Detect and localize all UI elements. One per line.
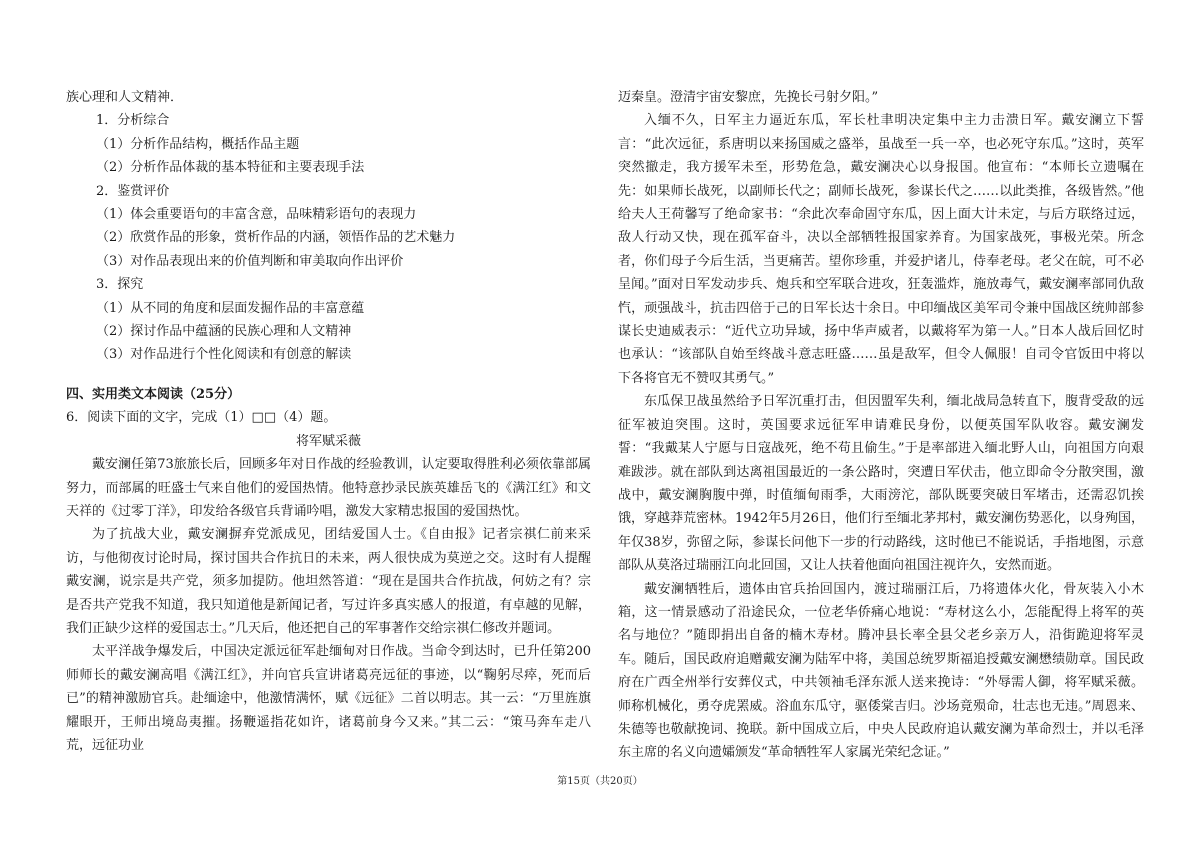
outline-subitem: （3）对作品进行个性化阅读和有创意的解读 [96,347,352,363]
left-column [66,86,591,757]
continued-text: 族心理和人文精神． [66,90,184,105]
article-paragraph: 太平洋战争爆发后，中国决定派远征军赴缅甸对日作战。当命令到达时，已升任第200师师长的戴安澜高唱《满江红》，并向官兵宣讲诸葛亮远征的事迹，以“鞠躬尽瘁，死而后已”的精神激励官兵。赴缅途中，他激情满怀，赋《远征》二首以明志。其一云：“万里旌旗耀眼开，王师出境岛夷摧。扬鞭遥指花如许，诸葛前身今又来。”其二云：“策马奔车走八荒，远征功业 [66,644,591,753]
outline-item: 3．探究 [96,277,144,293]
article-paragraph: 东瓜保卫战虽然给予日军沉重打击，但因盟军失利，缅北战局急转直下，腹背受敌的远征军被迫突围。这时，英国要求远征军申请难民身份，以便英国军队收容。戴安澜发誓：“我戴某人宁愿与日寇战死，绝不苟且偷生。”于是率部进入缅北野人山，向祖国方向艰难跋涉。就在部队到达离祖国最近的一条公路时，突遭日军伏击，他立即命令分散突围，激战中，戴安澜胸腹中弹，时值缅甸雨季，大雨滂沱，部队既要突破日军堵击，还需忍饥挨饿，穿越莽荒密林。1942年5月26日，他们行至缅北茅邦村，戴安澜伤势恶化，以身殉国，年仅38岁，弥留之际，参谋长问他下一步的行动路线，这时他已不能说话，手指地图，示意部队从莫洛过瑞丽江向北回国，又让人扶着他面向祖国注视许久，安然而逝。 [618,394,1144,574]
page-number: 第15页（共20页） [557,776,643,787]
continued-text: 迈秦皇。澄清宇宙安黎庶，先挽长弓射夕阳。” [618,90,879,105]
outline-subitem: （2）欣赏作品的形象，赏析作品的内涵，领悟作品的艺术魅力 [96,230,456,246]
article-title: 将军赋采薇 [295,433,361,449]
outline-subitem: （1）体会重要语句的丰富含意，品味精彩语句的表现力 [96,207,417,223]
right-column [618,86,1144,765]
article-paragraph: 入缅不久，日军主力逼近东瓜，军长杜聿明决定集中主力击溃日军。戴安澜立下誓言：“此次远征，系唐明以来扬国威之盛举，虽战至一兵一卒，也必死守东瓜。”这时，英军突然撤走，我方援军未至，形势危急，戴安澜决心以身报国。他宣布：“本师长立遗嘱在先：如果师长战死，以副师长代之；副师长战死，参谋长代之……以此类推，各级皆然。”他给夫人王荷馨写了绝命家书：“余此次奉命固守东瓜，因上面大计未定，与后方联络过远，敌人行动又快，现在孤军奋斗，决以全部牺牲报国家养育。为国家战死，事极光荣。所念者，你们母子今后生活，当更痛苦。望你珍重，并爱护诸儿，侍奉老母。老父在皖，可不必呈闻。”面对日军发动步兵、炮兵和空军联合进攻，狂轰滥炸，施放毒气，戴安澜率部同仇敌忾，顽强战斗，抗击四倍于己的日军长达十余日。中印缅战区美军司令兼中国战区统帅部参谋长史迪威表示：“近代立功异域，扬中华声威者，以戴将军为第一人。”日本人战后回忆时也承认：“该部队自始至终战斗意志旺盛……虽是敌军，但令人佩服！自司令官饭田中将以下各将官无不赞叹其勇气。” [618,113,1144,386]
outline-item: 2．鉴赏评价 [96,183,170,199]
outline-item: 1．分析综合 [96,113,170,129]
outline-subitem: （3）对作品表现出来的价值判断和审美取向作出评价 [96,253,404,269]
outline-subitem: （1）分析作品结构，概括作品主题 [96,136,300,152]
outline-subitem: （1）从不同的角度和层面发掘作品的丰富意蕴 [96,300,365,316]
article-paragraph: 戴安澜任第73旅旅长后，回顾多年对日作战的经验教训，认定要取得胜利必须依靠部属努力，而部属的旺盛士气来自他们的爱国热情。他特意抄录民族英雄岳飞的《满江红》和文天祥的《过零丁洋》，印发给各级官兵背诵吟唱，激发大家精忠报国的爱国热忱。 [66,457,591,519]
outline-subitem: （2）分析作品体裁的基本特征和主要表现手法 [96,160,365,176]
question-prompt: 6．阅读下面的文字，完成（1）□□（4）题。 [66,410,337,426]
section-heading: 四、实用类文本阅读（25分） [66,386,241,402]
article-paragraph: 为了抗战大业，戴安澜摒弃党派成见，团结爱国人士。《自由报》记者宗祺仁前来采访，与他彻夜讨论时局，探讨国共合作抗日的未来，两人很快成为莫逆之交。这时有人提醒戴安澜，说宗是共产党，须多加提防。他坦然答道：“现在是国共合作抗战，何妨之有？宗是否共产党我不知道，我只知道他是新闻记者，写过许多真实感人的报道，有卓越的见解，我们正缺少这样的爱国志士。”几天后，他还把自己的军事著作交给宗祺仁修改并题词。 [66,527,591,636]
article-paragraph: 戴安澜牺牲后，遗体由官兵抬回国内，渡过瑞丽江后，乃将遗体火化，骨灰装入小木箱，这一情景感动了沿途民众，一位老华侨痛心地说：“寿材这么小，怎能配得上将军的英名与地位？”随即捐出自备的楠木寿材。腾冲县长率全县父老乡亲万人，沿街跪迎将军灵车。随后，国民政府追赠戴安澜为陆军中将，美国总统罗斯福追授戴安澜懋绩勋章。国民政府在广西全州举行安葬仪式，中共领袖毛泽东派人送来挽诗：“外辱需人御，将军赋采薇。师称机械化，勇夺虎罴威。浴血东瓜守，驱倭棠吉归。沙场竟殒命，壮志也无违。”周恩来、朱德等也敬献挽词、挽联。新中国成立后，中央人民政府追认戴安澜为革命烈士，并以毛泽东主席的名义向遗孀颁发“革命牺牲军人家属光荣纪念证。” [618,581,1144,761]
outline-subitem: （2）探讨作品中蕴涵的民族心理和人文精神 [96,324,352,340]
